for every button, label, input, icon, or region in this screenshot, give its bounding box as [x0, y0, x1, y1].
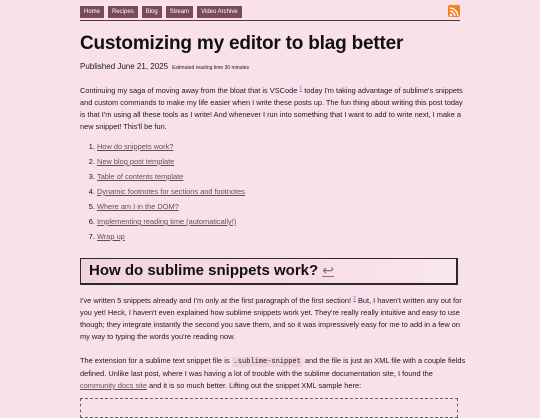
intro-text-b: today I'm taking advantage of sublime's snippets and custom commands to make my life easier when I write these posts up. The fun thing about writing this post today is that I'm using all these tools as I write! And whenever I run into something that I want to add to write next, I make a new snippet! This'll be fun.	[80, 86, 463, 131]
code-block	[80, 398, 458, 418]
section-heading-text: How do sublime snippets work?	[89, 262, 319, 279]
section-text-b: But, I haven't written any out for you yet! Heck, I haven't even explained how sublime snippets work yet. They're really really intuitive and easy to use though; they integrate instantly the second you save them, and so it was impressively easy for me to add in a few on my way to typing the words you're reading now.	[80, 296, 462, 341]
toc-item	[97, 143, 245, 158]
toc-link-reading-time[interactable]: Implementing reading time (automatically!)	[97, 217, 237, 226]
back-to-top-icon[interactable]: ↩	[322, 262, 334, 278]
page-title: Customizing my editor to blag better	[80, 33, 404, 54]
toc-item	[97, 158, 245, 173]
reading-time: Estimated reading time 30 minutes	[172, 65, 250, 71]
published-date: Published June 21, 2025	[80, 62, 169, 71]
section-heading-box	[80, 258, 458, 285]
nav-blog[interactable]: Blog	[142, 6, 162, 18]
toc-link-dom[interactable]: Where am I in the DOM?	[97, 202, 179, 211]
footnote-link-2[interactable]: 2	[353, 296, 356, 302]
nav-video-archive[interactable]: Video Archive	[197, 6, 242, 18]
section-heading	[89, 262, 334, 279]
nav-stream[interactable]: Stream	[166, 6, 193, 18]
section-text-d: and the file is just an XML file with a couple fields defined. Unlike last post, where I was having a lot of trouble with the sublime documentation site, I found the	[80, 356, 466, 378]
toc-link-snippets[interactable]: How do snippets work?	[97, 142, 174, 151]
toc-item	[97, 188, 245, 203]
rss-icon-glyph	[448, 6, 460, 18]
section-text-a: I've written 5 snippets already and I'm only at the first paragraph of the first section!	[80, 296, 354, 305]
rss-icon[interactable]	[448, 5, 460, 17]
toc-item	[97, 233, 245, 248]
community-docs-link[interactable]: community docs site	[80, 381, 147, 390]
nav-home[interactable]: Home	[80, 6, 104, 18]
toc-link-toc-template[interactable]: Table of contents template	[97, 172, 184, 181]
top-nav	[80, 6, 242, 18]
intro-paragraph	[80, 85, 464, 133]
footnote-link-1[interactable]: 1	[299, 86, 303, 92]
inline-code: .sublime-snippet	[233, 358, 301, 366]
toc-item	[97, 173, 245, 188]
toc-link-new-post-template[interactable]: New blog post template	[97, 157, 175, 166]
toc-link-wrap-up[interactable]: Wrap up	[97, 232, 125, 241]
section-text-c: The extension for a sublime text snippet file is	[80, 356, 232, 365]
header-divider	[80, 20, 460, 21]
toc-link-dynamic-footnotes[interactable]: Dynamic footnotes for sections and footnotes	[97, 187, 245, 196]
section-paragraph-2	[80, 355, 466, 392]
table-of-contents	[88, 143, 245, 248]
section-paragraph-1	[80, 295, 466, 343]
nav-recipes[interactable]: Recipes	[108, 6, 138, 18]
post-meta	[80, 62, 249, 71]
section-text-e: and it is so much better. Lifting out the snippet XML sample here:	[146, 381, 362, 390]
intro-text-a: Continuing my saga of moving away from the bloat that is VSCode	[80, 86, 300, 95]
toc-item	[97, 218, 245, 233]
toc-item	[97, 203, 245, 218]
